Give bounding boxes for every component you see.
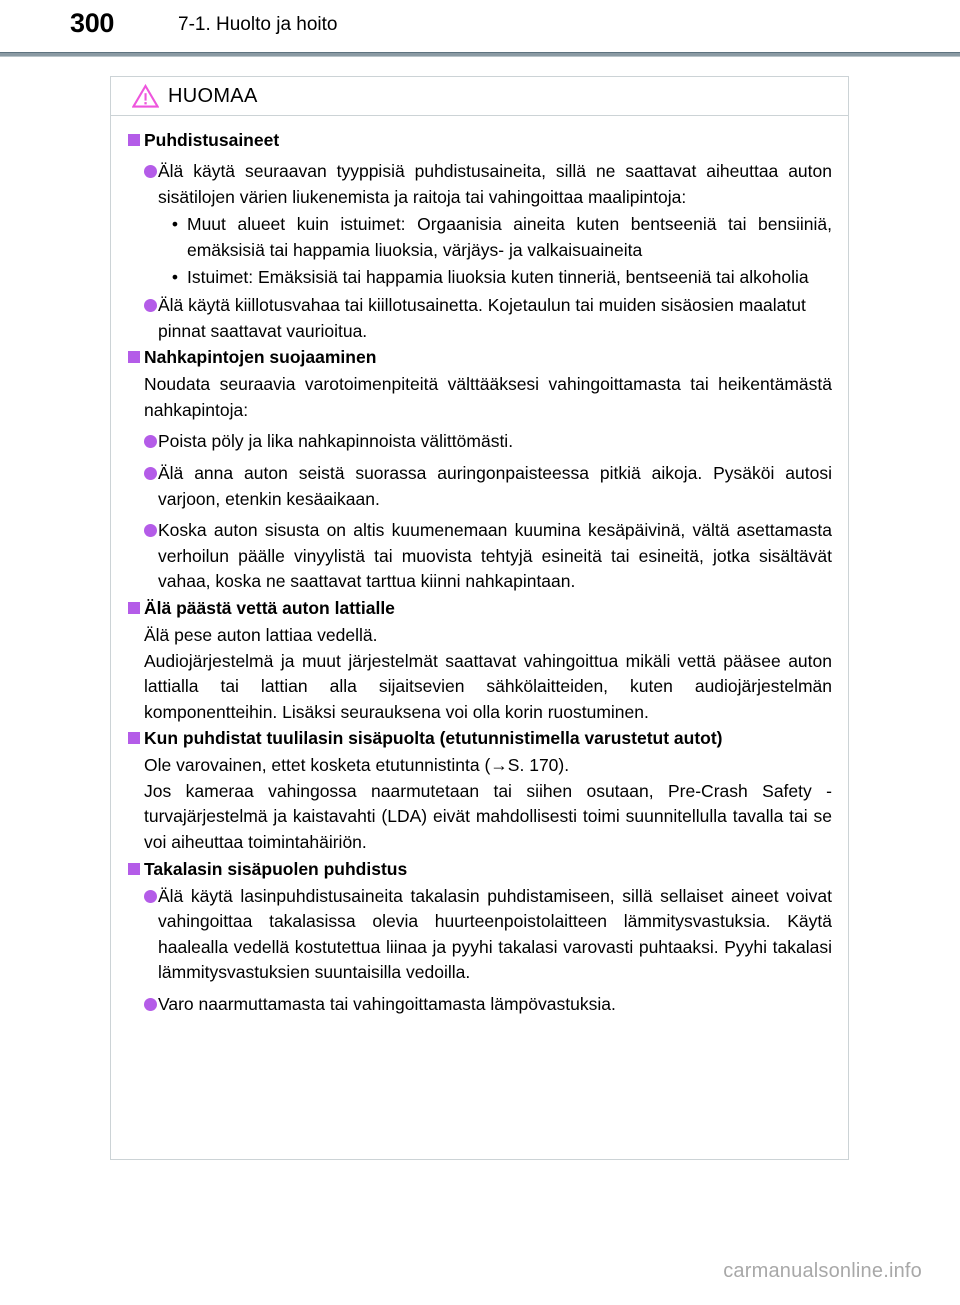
list-item	[144, 293, 832, 344]
paragraph: Noudata seuraavia varotoimenpiteitä välttääksesi vahingoittamasta tai heikentämästä nahkapintoja:	[144, 374, 832, 420]
small-bullet-icon: •	[171, 267, 179, 288]
section-heading	[128, 345, 832, 370]
square-bullet-icon	[128, 732, 140, 744]
page-number: 300	[70, 8, 115, 38]
section-heading-label: Nahkapintojen suojaaminen	[144, 347, 377, 368]
footer-watermark: carmanualsonline.info	[723, 1260, 922, 1282]
header-divider-rule	[0, 52, 960, 57]
list-item	[144, 518, 832, 595]
section-heading	[128, 726, 832, 751]
list-item-text: Poista pöly ja lika nahkapinnoista välittömästi.	[158, 431, 514, 452]
list-item	[144, 992, 832, 1018]
sub-list-item	[168, 212, 832, 263]
section-heading	[128, 128, 832, 153]
section-heading	[128, 596, 832, 621]
list-item-text: Älä käytä kiillotusvahaa tai kiillotusainetta. Kojetaulun tai muiden sisäosien maalatut pinnat saattavat vaurioitua.	[158, 294, 806, 341]
list-item-text: Älä käytä lasinpuhdistusaineita takalasin puhdistamiseen, sillä sellaiset aineet voivat vahingoittaa takalasissa olevia huurteenpoistolaitteen lämmitysvastuksia. Käytä haalealla vedellä kostutettua liinaa ja pyyhi takalasi varovasti puhtaaksi. Pyyhi takalasi lämmitysvastuksien suuntaisilla vedoilla.	[158, 885, 832, 983]
list-item-text: Koska auton sisusta on altis kuumenemaan kuumina kesäpäivinä, vältä asettamasta verhoilun päälle vinyylistä tai muovista tehtyjä esineitä tai esineitä, jotka sisältävät vahaa, koska ne saattavat tarttua kiinni nahkapintaan.	[158, 520, 832, 592]
dot-bullet-icon	[144, 998, 157, 1011]
dot-bullet-icon	[144, 467, 157, 480]
page-header	[0, 0, 960, 54]
caution-title-bar	[111, 77, 848, 116]
square-bullet-icon	[128, 863, 140, 875]
paragraph: Älä pese auton lattiaa vedellä.	[144, 624, 378, 645]
list-item	[144, 461, 832, 512]
warning-triangle-icon	[132, 84, 159, 108]
square-bullet-icon	[128, 351, 140, 363]
caution-body	[111, 116, 848, 1018]
square-bullet-icon	[128, 602, 140, 614]
small-bullet-icon: •	[171, 214, 179, 235]
caution-box	[110, 76, 849, 1160]
list-item-text: Varo naarmuttamasta tai vahingoittamasta lämpövastuksia.	[158, 994, 616, 1015]
dot-bullet-icon	[144, 299, 157, 312]
dot-bullet-icon	[144, 165, 157, 178]
list-item	[144, 429, 832, 455]
section-title: 7-1. Huolto ja hoito	[178, 14, 338, 35]
list-item-text: Älä käytä seuraavan tyyppisiä puhdistusaineita, sillä ne saattavat aiheuttaa auton sisätilojen värien liukenemista ja raitoja tai vahingoittaa maalipintoja:	[158, 161, 832, 207]
section-heading-label: Takalasin sisäpuolen puhdistus	[144, 858, 408, 879]
paragraph: Jos kameraa vahingossa naarmutetaan tai siihen osutaan, Pre-Crash Safety -turvajärjestelmä ja kaistavahti (LDA) eivät mahdollisesti toimi suunnitellulla tavalla tai se voi aiheuttaa toimintahäiriön.	[144, 780, 832, 853]
paragraph: Audiojärjestelmä ja muut järjestelmät saattavat vahingoittua mikäli vettä pääsee auton lattialla tai lattian alla sijaitsevien sähkölaitteiden, kuten audiojärjestelmän komponentteihin. Lisäksi seurauksena voi olla korin ruostuminen.	[144, 650, 832, 722]
list-item	[144, 884, 832, 986]
sub-list-item-text: Muut alueet kuin istuimet: Orgaanisia aineita kuten bentseeniä tai bensiiniä, emäksisiä tai happamia liuoksia, värjäys- ja valkaisuaineita	[187, 214, 832, 260]
section-heading-label: Puhdistusaineet	[144, 130, 280, 150]
sub-list-item-text: Istuimet: Emäksisiä tai happamia liuoksia kuten tinneriä, bentseeniä tai alkoholia	[187, 267, 809, 288]
section-heading-label: Kun puhdistat tuulilasin sisäpuolta (etutunnistimella varustetut autot)	[144, 728, 723, 749]
dot-bullet-icon	[144, 890, 157, 903]
list-item-text: Älä anna auton seistä suorassa auringonpaisteessa pitkiä aikoja. Pysäköi autosi varjoon, etenkin kesäaikaan.	[158, 462, 832, 509]
dot-bullet-icon	[144, 524, 157, 537]
section-heading-label: Älä päästä vettä auton lattialle	[144, 597, 395, 618]
sub-list-item	[168, 265, 832, 291]
paragraph: Ole varovainen, ettet kosketa etutunnistinta (→S. 170).	[144, 755, 570, 776]
section-heading	[128, 857, 832, 882]
caution-title: HUOMAA	[168, 84, 258, 107]
square-bullet-icon	[128, 134, 140, 146]
dot-bullet-icon	[144, 435, 157, 448]
list-item	[144, 159, 832, 210]
